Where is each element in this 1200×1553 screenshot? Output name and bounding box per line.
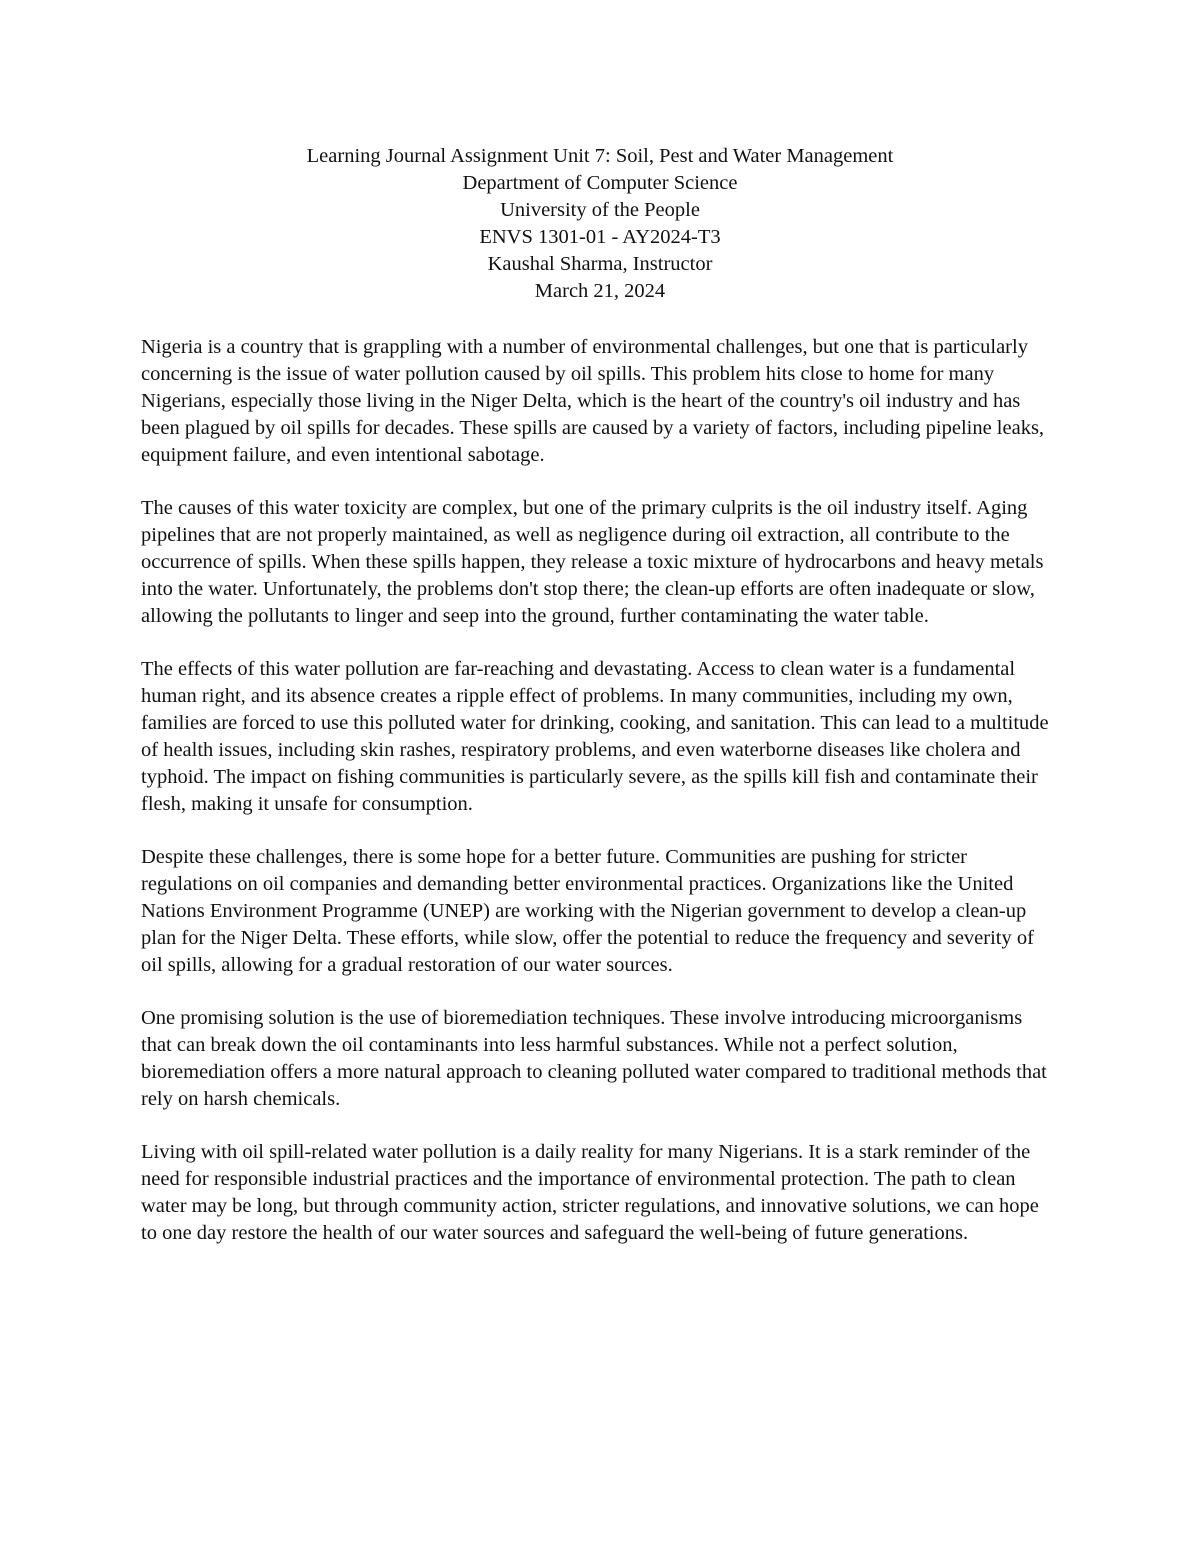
instructor-line: Kaushal Sharma, Instructor: [487, 253, 713, 275]
date-line: March 21, 2024: [534, 280, 666, 302]
paragraph-effects: The effects of this water pollution are far-reaching and devastating. Access to clean water is a fundamental human right, and its absence creates a ripple effect of problems. In many communities, including my own, families are forced to use this polluted water for drinking, cooking, and sanitation. This can lead to a multitude of health issues, including skin rashes, respiratory problems, and even waterborne diseases like cholera and typhoid. The impact on fishing communities is particularly severe, as the spills kill fish and contaminate their flesh, making it unsafe for consumption.: [141, 658, 1049, 815]
paragraph-intro: Nigeria is a country that is grappling with a number of environmental challenges, but one that is particularly concerning is the issue of water pollution caused by oil spills. This problem hits close to home for many Nigerians, especially those living in the Niger Delta, which is the heart of the country's oil industry and has been plagued by oil spills for decades. These spills are caused by a variety of factors, including pipeline leaks, equipment failure, and even intentional sabotage.: [141, 336, 1045, 466]
assignment-title: Learning Journal Assignment Unit 7: Soil, Pest and Water Management: [306, 145, 894, 167]
paragraph-hope: Despite these challenges, there is some hope for a better future. Communities are pushing for stricter regulations on oil companies and demanding better environmental practices. Organizations like the United Nations Environment Programme (UNEP) are working with the Nigerian government to develop a clean-up plan for the Niger Delta. These efforts, while slow, offer the potential to reduce the frequency and severity of oil spills, allowing for a gradual restoration of our water sources.: [141, 846, 1034, 976]
university-line: University of the People: [500, 199, 700, 221]
course-line: ENVS 1301-01 - AY2024-T3: [479, 226, 721, 248]
department-line: Department of Computer Science: [462, 172, 738, 194]
title-block: [0, 143, 1200, 305]
paragraph-conclusion: Living with oil spill-related water pollution is a daily reality for many Nigerians. It is a stark reminder of the need for responsible industrial practices and the importance of environmental protection. The path to clean water may be long, but through community action, stricter regulations, and innovative solutions, we can hope to one day restore the health of our water sources and safeguard the well-being of future generations.: [141, 1141, 1039, 1244]
body-text: [141, 334, 1056, 1273]
paragraph-causes: The causes of this water toxicity are complex, but one of the primary culprits is the oil industry itself. Aging pipelines that are not properly maintained, as well as negligence during oil extraction, all contribute to the occurrence of spills. When these spills happen, they release a toxic mixture of hydrocarbons and heavy metals into the water. Unfortunately, the problems don't stop there; the clean-up efforts are often inadequate or slow, allowing the pollutants to linger and seep into the ground, further contaminating the water table.: [141, 497, 1044, 627]
paragraph-bioremediation: One promising solution is the use of bioremediation techniques. These involve introducing microorganisms that can break down the oil contaminants into less harmful substances. While not a perfect solution, bioremediation offers a more natural approach to cleaning polluted water compared to traditional methods that rely on harsh chemicals.: [141, 1007, 1047, 1110]
